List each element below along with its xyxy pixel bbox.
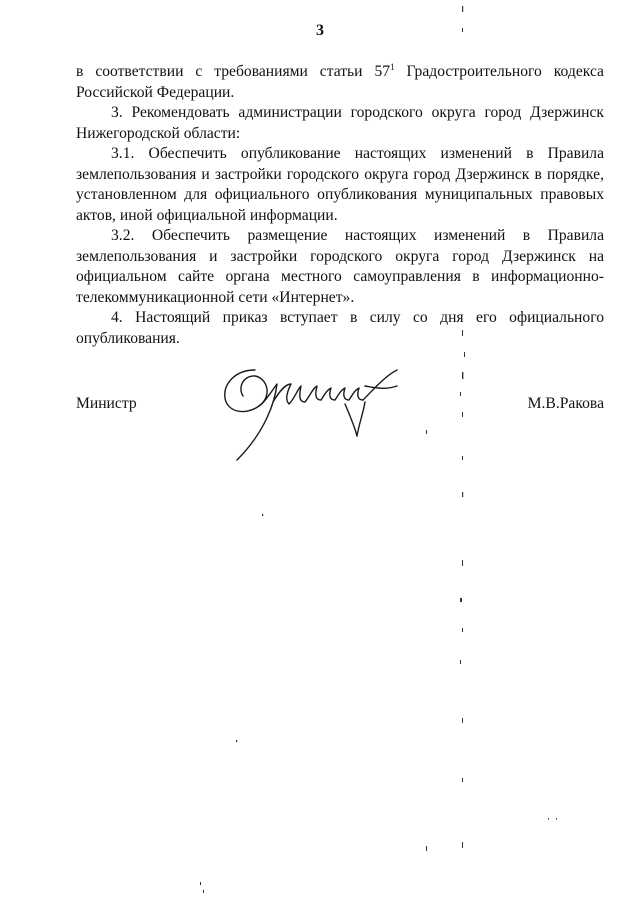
document-body [76, 62, 604, 349]
article-superscript: 1 [390, 62, 395, 72]
paragraph-legal-basis-text: в соответствии с требованиями статьи 57 [76, 63, 391, 80]
paragraph-effective-date: 4. Настоящий приказ вступает в силу со дня его официального опубликования. [76, 309, 604, 347]
handwritten-signature-icon [215, 362, 415, 467]
page-number: 3 [316, 22, 324, 39]
paragraph-recommendation: 3. Рекомендовать администрации городского округа город Дзержинск Нижегородской области: [76, 104, 604, 142]
paragraph-legal-basis [76, 62, 604, 103]
paragraph-publication: 3.1. Обеспечить опубликование настоящих изменений в Правила землепользования и застройки городского округа город Дзержинск в порядке, установленном для официального опубликования муниципальных правовых актов, иной официальной информации. [76, 145, 604, 224]
paragraph-legal-basis-rest: Градостроительного кодекса Российской Федерации. [76, 63, 604, 101]
signatory-name: М.В.Ракова [527, 395, 604, 412]
signatory-position: Министр [76, 395, 137, 412]
paragraph-website: 3.2. Обеспечить размещение настоящих изменений в Правила землепользования и застройки городского округа город Дзержинск на официальном сайте органа местного самоуправления в информационно-телекоммуникационной сети «Интернет». [76, 227, 604, 306]
